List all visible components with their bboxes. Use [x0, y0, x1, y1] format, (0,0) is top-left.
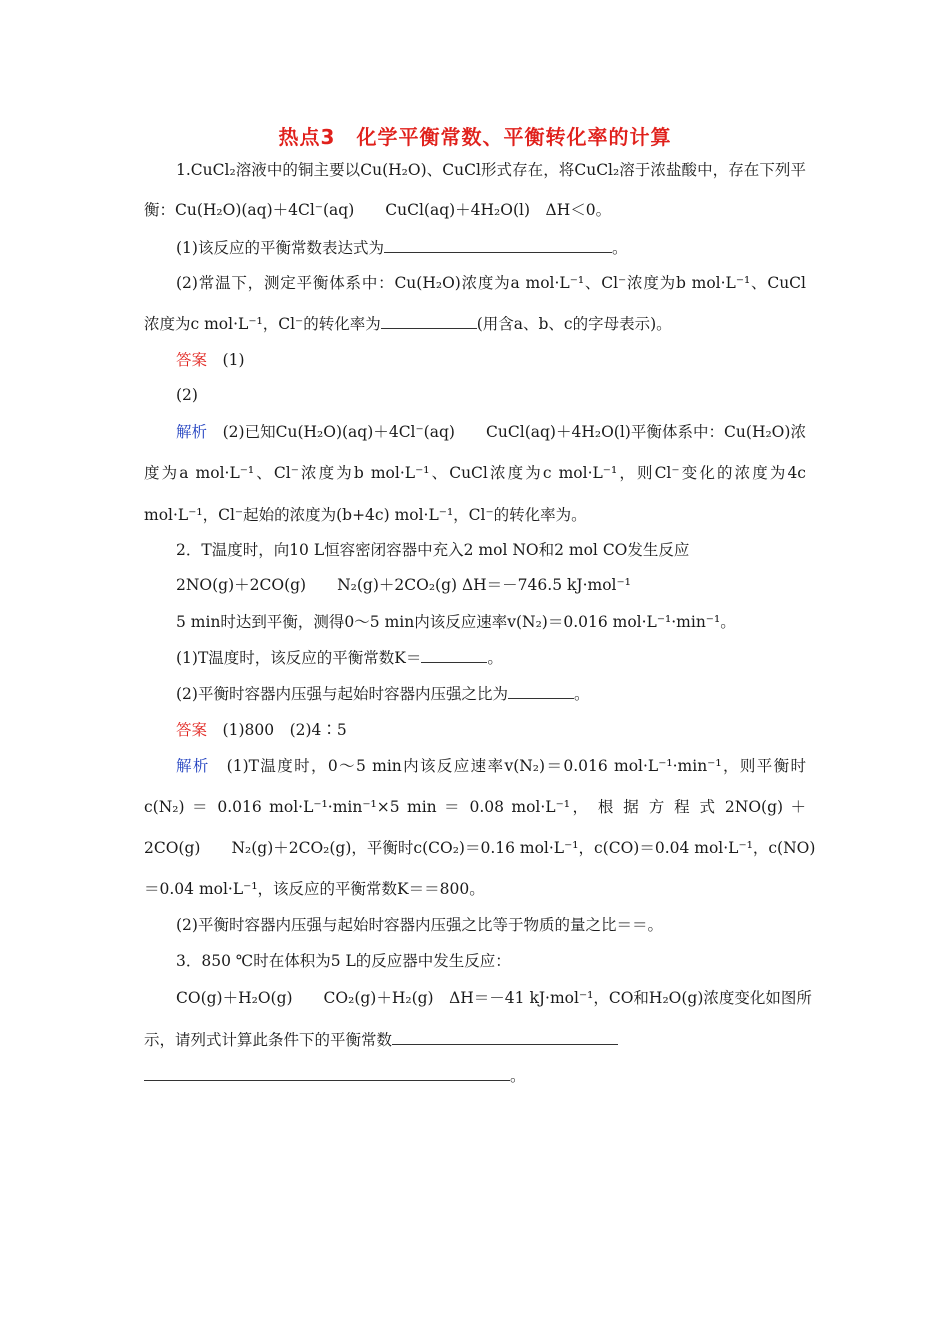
- q2-part2-blank[interactable]: [508, 684, 574, 699]
- q3-line-3: [144, 1030, 618, 1050]
- q1-analysis-line-1: [176, 422, 806, 442]
- page-title: 热点3 化学平衡常数、平衡转化率的计算: [278, 125, 672, 149]
- q3-line-4-end: 。: [510, 1067, 526, 1085]
- q2-analysis-line-5: (2)平衡时容器内压强与起始时容器内压强之比等于物质的量之比＝＝。: [176, 916, 663, 934]
- q1-analysis-line-3: mol·L⁻¹，Cl⁻起始的浓度为(b+4c) mol·L⁻¹，Cl⁻的转化率为。: [144, 506, 587, 524]
- q3-line-1: 3．850 ℃时在体积为5 L的反应器中发生反应：: [176, 952, 511, 970]
- q1-analysis-text-1: (2)已知Cu(H₂O)(aq)＋4Cl⁻(aq) CuCl(aq)＋4H₂O(l)平衡体系中：Cu(H₂O)浓: [222, 423, 806, 441]
- q2-answer-text: (1)800 (2)4∶5: [222, 721, 347, 739]
- q2-analysis-line-1: [176, 756, 806, 776]
- q1-part2-blank[interactable]: [381, 314, 477, 329]
- q3-line-4: [144, 1066, 526, 1086]
- q1-answer-2: (2): [176, 386, 198, 404]
- q3-line-3-text: 示，请列式计算此条件下的平衡常数: [144, 1031, 393, 1049]
- q2-answer: [176, 720, 347, 740]
- q3-blank-1[interactable]: [392, 1030, 618, 1045]
- q2-part2: [176, 684, 589, 704]
- q3-line-2: CO(g)＋H₂O(g) CO₂(g)＋H₂(g) ΔH＝－41 kJ·mol⁻¹，CO和H₂O(g)浓度变化如图所: [176, 989, 812, 1007]
- q2-analysis-line-2: c(N₂) ＝ 0.016 mol·L⁻¹·min⁻¹×5 min ＝ 0.08 mol·L⁻¹， 根 据 方 程 式 2NO(g) ＋: [144, 798, 806, 816]
- q1-line-2: 衡：Cu(H₂O)(aq)＋4Cl⁻(aq) CuCl(aq)＋4H₂O(l) ΔH＜0。: [144, 201, 612, 219]
- analysis-label: 解析: [176, 423, 208, 441]
- q1-analysis-line-2: 度为a mol·L⁻¹、Cl⁻浓度为b mol·L⁻¹、CuCl浓度为c mol·L⁻¹，则Cl⁻变化的浓度为4c: [144, 464, 806, 482]
- q1-part1-blank[interactable]: [384, 238, 612, 253]
- q2-line-2: 2NO(g)＋2CO(g) N₂(g)＋2CO₂(g) ΔH＝－746.5 kJ·mol⁻¹: [176, 576, 631, 594]
- q1-part2-line-1: (2)常温下，测定平衡体系中：Cu(H₂O)浓度为a mol·L⁻¹、Cl⁻浓度为b mol·L⁻¹、CuCl: [176, 274, 806, 292]
- q2-part2-end: 。: [573, 685, 590, 703]
- q2-analysis-text-1: (1)T温度时，0～5 min内该反应速率v(N₂)＝0.016 mol·L⁻¹·min⁻¹，则平衡时: [226, 757, 806, 775]
- q1-answer: [176, 350, 245, 370]
- q2-part1-end: 。: [487, 649, 503, 667]
- q1-answer-1: (1): [222, 351, 245, 369]
- q2-part1: [176, 648, 503, 668]
- q2-part1-text: (1)T温度时，该反应的平衡常数K＝: [176, 649, 422, 667]
- q1-part2-line-2: [144, 314, 672, 334]
- answer-label: 答案: [176, 721, 208, 739]
- q1-part1: [176, 238, 627, 258]
- q2-line-1: 2．T温度时，向10 L恒容密闭容器中充入2 mol NO和2 mol CO发生反应: [176, 541, 690, 559]
- q3-blank-2[interactable]: [144, 1066, 510, 1081]
- q1-line-1: 1.CuCl₂溶液中的铜主要以Cu(H₂O)、CuCl形式存在，将CuCl₂溶于浓盐酸中，存在下列平: [176, 161, 806, 179]
- q2-part2-text: (2)平衡时容器内压强与起始时容器内压强之比为: [176, 685, 508, 703]
- q2-analysis-line-3: 2CO(g) N₂(g)＋2CO₂(g)，平衡时c(CO₂)＝0.16 mol·L⁻¹，c(CO)＝0.04 mol·L⁻¹，c(NO): [144, 839, 816, 857]
- q2-analysis-line-4: ＝0.04 mol·L⁻¹，该反应的平衡常数K＝＝800。: [144, 880, 485, 898]
- q2-part1-blank[interactable]: [421, 648, 487, 663]
- q1-part2-tail: (用含a、b、c的字母表示)。: [476, 315, 672, 333]
- q1-part2-text: 浓度为c mol·L⁻¹，Cl⁻的转化率为: [144, 315, 381, 333]
- q1-part1-end: 。: [611, 239, 628, 257]
- q2-line-3: 5 min时达到平衡，测得0～5 min内该反应速率v(N₂)＝0.016 mol·L⁻¹·min⁻¹。: [176, 613, 736, 631]
- answer-label: 答案: [176, 351, 208, 369]
- analysis-label: 解析: [176, 757, 210, 775]
- q1-part1-text: (1)该反应的平衡常数表达式为: [176, 239, 384, 257]
